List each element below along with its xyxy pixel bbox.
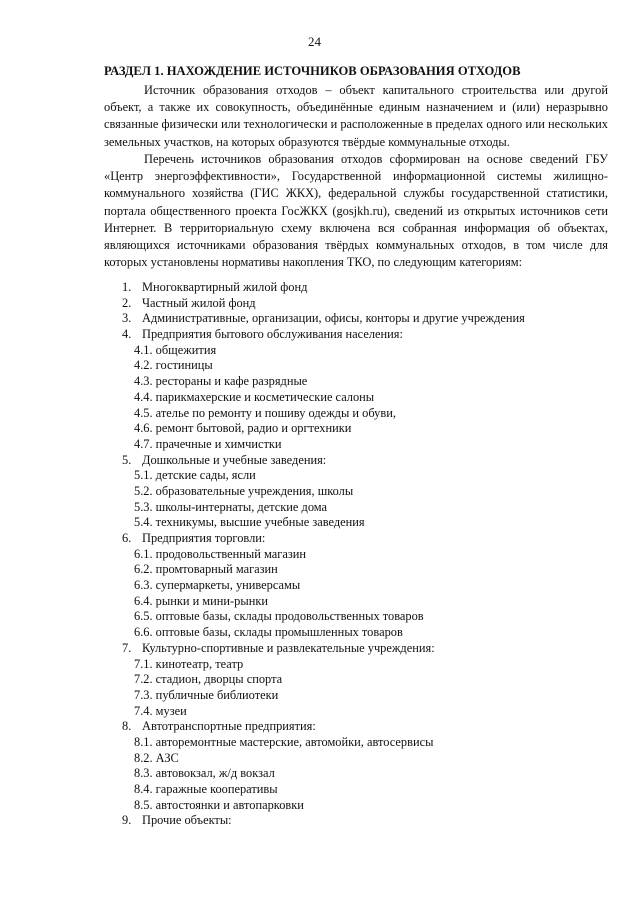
subcategory-label: 4.2. гостиницы xyxy=(134,358,213,373)
subcategory-label: 8.1. авторемонтные мастерские, автомойки, автосервисы xyxy=(134,734,434,749)
subcategory-item xyxy=(0,672,629,688)
category-item xyxy=(0,719,629,735)
category-label: Предприятия торговли: xyxy=(142,531,266,545)
subcategory-item xyxy=(0,343,629,359)
subcategory-item xyxy=(0,657,629,673)
category-number: 5. xyxy=(122,452,132,467)
category-item xyxy=(0,311,629,327)
category-item xyxy=(0,327,629,343)
category-label: Частный жилой фонд xyxy=(142,295,256,310)
category-number: 9. xyxy=(122,813,132,828)
subcategory-label: 7.2. стадион, дворцы спорта xyxy=(134,672,283,687)
subcategory-item xyxy=(0,798,629,814)
subcategory-label: 4.3. рестораны и кафе разрядные xyxy=(134,374,308,389)
subcategory-item xyxy=(0,437,629,453)
subcategory-item xyxy=(0,688,629,704)
category-label: Дошкольные и учебные заведения: xyxy=(142,452,327,467)
subcategory-label: 6.5. оптовые базы, склады продовольственных товаров xyxy=(134,609,424,624)
subcategory-label: 4.7. прачечные и химчистки xyxy=(134,436,282,451)
paragraph-sources: Перечень источников образования отходов сформирован на основе сведений ГБУ «Центр энергоэффективности», Государственной информационной системы жилищно-коммунального хозяйства (ГИС ЖКХ), федеральной службы государственной статистики, портала общественного проекта ГосЖКХ (gosjkh.ru), сведений из открытых источников сети Интернет. В территориальную схему включена вся собранная информация об объектах, являющихся источниками образования твёрдых коммунальных отходов, в том числе для которых установлены нормативы накопления ТКО, по следующим категориям: xyxy=(104,152,608,270)
subcategory-label: 5.4. техникумы, высшие учебные заведения xyxy=(134,515,365,530)
subcategory-label: 6.1. продовольственный магазин xyxy=(134,546,306,561)
category-number: 4. xyxy=(122,327,132,342)
category-label: Многоквартирный жилой фонд xyxy=(142,280,308,294)
subcategory-label: 4.4. парикмахерские и косметические салоны xyxy=(134,389,375,404)
subcategory-label: 7.3. публичные библиотеки xyxy=(134,687,279,702)
subcategory-item xyxy=(0,374,629,390)
subcategory-item xyxy=(0,704,629,720)
paragraph-definition: Источник образования отходов – объект капитального строительства или другой объект, а также их совокупность, объединённые единым назначением и (или) неразрывно связанные физически или технологически и расположенные в пределах одного или нескольких земельных участков, на которых образуются твёрдые коммунальные отходы. xyxy=(104,83,608,149)
subcategory-item xyxy=(0,751,629,767)
subcategory-label: 5.2. образовательные учреждения, школы xyxy=(134,483,354,498)
category-label: Предприятия бытового обслуживания населения: xyxy=(142,327,403,342)
subcategory-label: 5.3. школы-интернаты, детские дома xyxy=(134,499,328,514)
page-number: 24 xyxy=(308,34,321,49)
subcategory-label: 5.1. детские сады, ясли xyxy=(134,468,256,483)
category-label: Культурно-спортивные и развлекательные учреждения: xyxy=(142,640,435,655)
subcategory-item xyxy=(0,468,629,484)
subcategory-item xyxy=(0,547,629,563)
category-item xyxy=(0,531,629,547)
subcategory-item xyxy=(0,578,629,594)
subcategory-item xyxy=(0,406,629,422)
category-number: 1. xyxy=(122,280,132,294)
subcategory-item xyxy=(0,515,629,531)
category-item xyxy=(0,296,629,312)
subcategory-item xyxy=(0,562,629,578)
category-item xyxy=(0,813,629,829)
subcategory-item xyxy=(0,609,629,625)
subcategory-label: 8.5. автостоянки и автопарковки xyxy=(134,797,304,812)
subcategory-item xyxy=(0,594,629,610)
subcategory-label: 7.4. музеи xyxy=(134,703,187,718)
category-number: 2. xyxy=(122,295,132,310)
category-label: Административные, организации, офисы, конторы и другие учреждения xyxy=(142,311,525,326)
subcategory-label: 8.4. гаражные кооперативы xyxy=(134,782,278,796)
category-number: 6. xyxy=(122,531,132,545)
subcategory-label: 6.3. супермаркеты, универсамы xyxy=(134,578,301,593)
subcategory-label: 4.5. ателье по ремонту и пошиву одежды и обуви, xyxy=(134,405,396,420)
subcategory-label: 6.2. промтоварный магазин xyxy=(134,562,278,577)
subcategory-label: 8.2. АЗС xyxy=(134,750,179,765)
subcategory-item xyxy=(0,766,629,782)
category-item xyxy=(0,453,629,469)
category-list xyxy=(0,280,629,829)
category-number: 3. xyxy=(122,311,132,326)
subcategory-label: 6.6. оптовые базы, склады промышленных товаров xyxy=(134,625,403,640)
section-title: РАЗДЕЛ 1. НАХОЖДЕНИЕ ИСТОЧНИКОВ ОБРАЗОВАНИЯ ОТХОДОВ xyxy=(104,64,521,78)
category-label: Автотранспортные предприятия: xyxy=(142,719,316,734)
subcategory-item xyxy=(0,735,629,751)
category-number: 8. xyxy=(122,719,132,734)
subcategory-label: 7.1. кинотеатр, театр xyxy=(134,656,244,671)
subcategory-label: 4.1. общежития xyxy=(134,342,217,357)
subcategory-item xyxy=(0,421,629,437)
subcategory-item xyxy=(0,782,629,798)
subcategory-label: 4.6. ремонт бытовой, радио и оргтехники xyxy=(134,421,352,436)
subcategory-item xyxy=(0,500,629,516)
subcategory-item xyxy=(0,625,629,641)
category-item xyxy=(0,641,629,657)
subcategory-item xyxy=(0,484,629,500)
category-label: Прочие объекты: xyxy=(142,813,232,828)
category-item xyxy=(0,280,629,296)
subcategory-item xyxy=(0,358,629,374)
subcategory-item xyxy=(0,390,629,406)
subcategory-label: 8.3. автовокзал, ж/д вокзал xyxy=(134,766,275,781)
subcategory-label: 6.4. рынки и мини-рынки xyxy=(134,593,268,608)
category-number: 7. xyxy=(122,640,132,655)
